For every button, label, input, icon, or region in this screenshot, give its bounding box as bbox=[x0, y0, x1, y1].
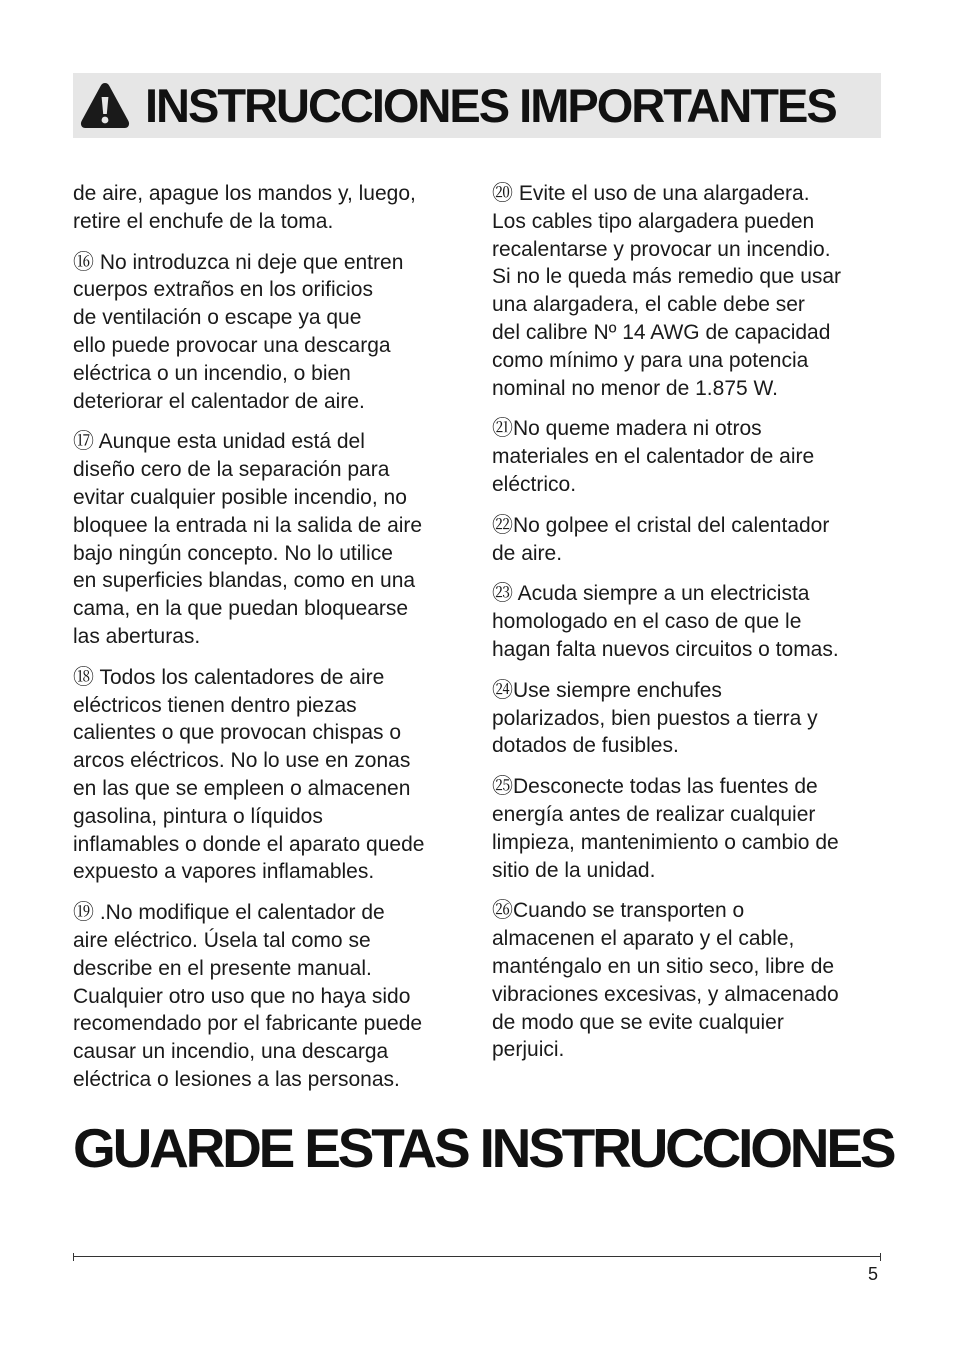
item-text: Acuda siempre a un electricista homologado en el caso de que le hagan falta nuevos circuitos o tomas. bbox=[492, 582, 839, 661]
item-text: Cuando se transporten o almacenen el aparato y el cable, manténgalo en un sitio seco, libre de vibraciones excesivas, y almacenado de modo que se evite cualquier perjuici. bbox=[492, 899, 839, 1062]
item-text: Evite el uso de una alargadera. Los cables tipo alargadera pueden recalentarse y provocar un incendio. Si no le queda más remedio que usar una alargadera, el cable debe ser del calibre Nº 14 AWG de capacidad como mínimo y para una potencia nominal no menor de 1.875 W. bbox=[492, 182, 842, 400]
item-number: ㉓ bbox=[492, 581, 513, 606]
instruction-item bbox=[73, 664, 465, 886]
item-text: No queme madera ni otros materiales en el calentador de aire eléctrico. bbox=[492, 417, 815, 496]
title-banner bbox=[73, 73, 881, 138]
instruction-item bbox=[492, 180, 884, 402]
instruction-item bbox=[73, 249, 465, 416]
item-text: Todos los calentadores de aire eléctricos tienen dentro piezas calientes o que provocan chispas o arcos eléctricos. No lo use en zonas en las que se empleen o almacenen gasolina, pintura o líquidos inflamables o donde el aparato quede expuesto a vapores inflamables. bbox=[73, 665, 425, 884]
page-number: 5 bbox=[868, 1264, 879, 1284]
footer-divider bbox=[73, 1256, 881, 1257]
item-number: ⑳ bbox=[492, 181, 513, 205]
item-number: ㉕ bbox=[492, 774, 513, 799]
instruction-item bbox=[73, 180, 465, 236]
instruction-item bbox=[492, 773, 884, 884]
warning-triangle-icon bbox=[79, 80, 131, 132]
instruction-item bbox=[492, 580, 884, 663]
save-instructions-heading: GUARDE ESTAS INSTRUCCIONES bbox=[73, 1117, 894, 1179]
right-column bbox=[492, 180, 884, 1077]
instruction-item bbox=[492, 415, 884, 498]
item-number: ㉔ bbox=[492, 677, 513, 702]
instruction-item bbox=[492, 677, 884, 760]
item-number: ⑰ bbox=[73, 429, 94, 454]
instruction-item bbox=[73, 899, 465, 1094]
instruction-item bbox=[492, 897, 884, 1064]
instruction-item bbox=[492, 512, 884, 568]
item-number: ㉑ bbox=[492, 416, 513, 441]
item-text: Desconecte todas las fuentes de energía antes de realizar cualquier limpieza, mantenimiento o cambio de sitio de la unidad. bbox=[492, 775, 839, 882]
item-text: No introduzca ni deje que entren cuerpos extraños en los orificios de ventilación o escape ya que ello puede provocar una descarga eléctrica o un incendio, o bien deteriorar el calentador de aire. bbox=[73, 250, 404, 413]
instruction-item bbox=[73, 428, 465, 650]
item-text: .No modifique el calentador de aire eléctrico. Úsela tal como se describe en el presente manual. Cualquier otro uso que no haya sido recomendado por el fabricante puede causar un incendio, una descarga eléctrica o lesiones a las personas. bbox=[73, 901, 423, 1091]
item-text: Aunque esta unidad está del diseño cero de la separación para evitar cualquier posible incendio, no bloquee la entrada ni la salida de aire bajo ningún concepto. No lo utilice en superficies blandas, como en una cama, en la que puedan bloquearse las aberturas. bbox=[73, 430, 423, 648]
item-number: ⑯ bbox=[73, 249, 94, 274]
left-column bbox=[73, 180, 465, 1107]
item-number: ㉖ bbox=[492, 898, 513, 923]
item-number: ⑲ bbox=[73, 900, 94, 925]
item-text: de aire, apague los mandos y, luego, retire el enchufe de la toma. bbox=[73, 182, 416, 233]
item-number: ⑱ bbox=[73, 664, 94, 689]
item-text: Use siempre enchufes polarizados, bien puestos a tierra y dotados de fusibles. bbox=[492, 678, 818, 758]
item-text: No golpee el cristal del calentador de aire. bbox=[492, 513, 830, 565]
page-title: INSTRUCCIONES IMPORTANTES bbox=[145, 79, 836, 132]
item-number: ㉒ bbox=[492, 512, 513, 537]
